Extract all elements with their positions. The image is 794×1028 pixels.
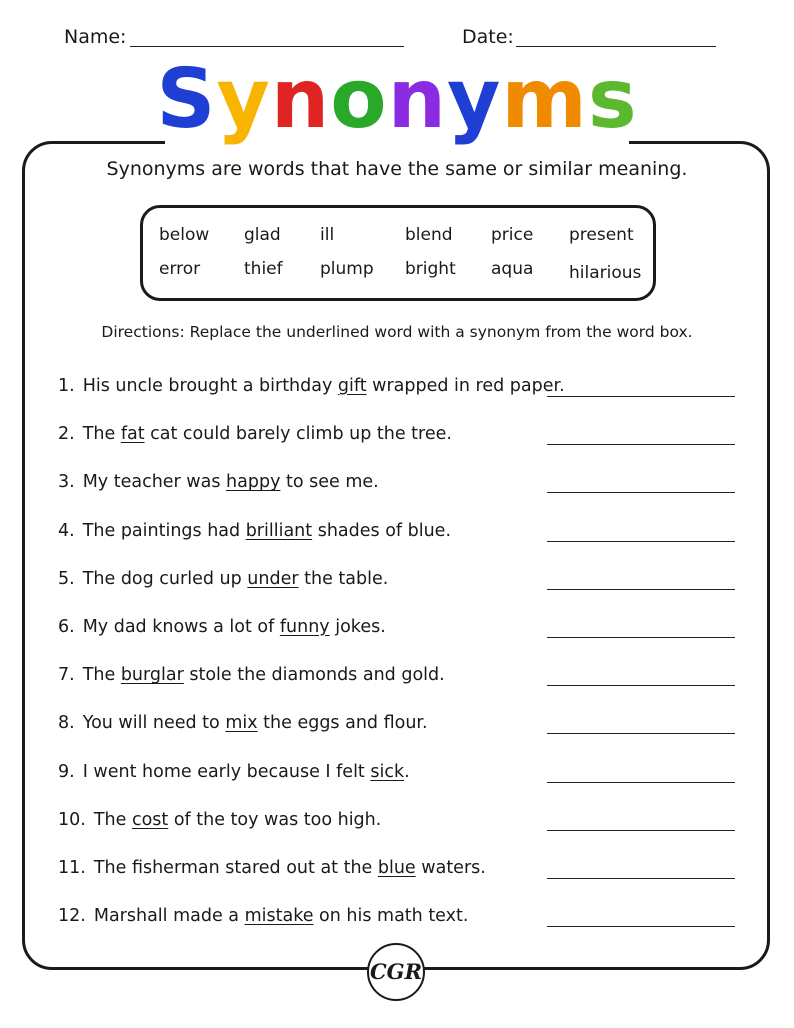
question-text: The [82,665,121,686]
title-letter: y [216,52,271,147]
answer-line[interactable] [547,396,735,397]
question-row [58,665,445,685]
word-box-item: below [159,225,210,245]
question-text: You will need to [82,713,226,734]
question-number: 7. [58,665,75,686]
question-number: 12. [58,906,86,927]
word-box-item: glad [244,225,281,245]
underlined-word: under [247,568,299,589]
answer-line[interactable] [547,492,735,493]
question-text: the eggs and flour. [257,713,428,734]
answer-line[interactable] [547,637,735,638]
question-number: 8. [58,713,75,734]
underlined-word: cost [131,809,169,830]
answer-line[interactable] [547,830,735,831]
word-box-item: present [569,225,634,245]
question-text: The [93,809,132,830]
question-text: My teacher was [82,472,227,493]
underlined-word: sick [370,761,405,782]
question-number: 2. [58,424,75,445]
question-text: jokes. [329,617,386,637]
question-number: 5. [58,568,75,589]
question-text: stole the diamonds and gold. [183,665,445,686]
title-letter: S [156,52,217,147]
question-row [58,376,565,396]
question-row [58,810,381,830]
question-text: on his math text. [313,906,469,927]
question-number: 9. [58,761,75,782]
question-text: waters. [415,858,486,878]
answer-line[interactable] [547,589,735,590]
question-row [58,906,468,926]
question-text: wrapped in red paper. [366,376,565,396]
underlined-word: gift [337,376,367,396]
underlined-word: mix [225,713,258,734]
underlined-word: funny [279,617,330,637]
question-row [58,617,386,637]
title-letter: n [387,52,447,147]
title-letter: m [501,52,588,147]
title-letter: n [270,52,331,147]
word-box [140,205,656,301]
logo [367,943,425,1001]
title-letter: o [330,52,388,147]
question-text: the table. [298,568,389,589]
question-number: 11. [58,858,86,878]
answer-line[interactable] [547,782,735,783]
answer-line[interactable] [547,541,735,542]
question-text: His uncle brought a birthday [82,376,338,396]
underlined-word: blue [377,858,416,878]
date-field[interactable] [516,46,716,47]
question-number: 1. [58,376,75,396]
question-row [58,424,452,444]
date-label: Date: [462,26,514,48]
question-text: The [82,424,121,445]
question-row [58,472,379,492]
underlined-word: burglar [120,665,184,686]
title-letter: y [446,52,502,147]
answer-line[interactable] [547,685,735,686]
answer-line[interactable] [547,444,735,445]
intro-text: Synonyms are words that have the same or similar meaning. [106,158,688,180]
question-text: of the toy was too high. [168,809,382,830]
question-text: Marshall made a [93,906,245,927]
question-text: to see me. [280,472,379,493]
question-number: 3. [58,472,75,493]
question-row [58,569,388,589]
word-box-item: error [159,259,201,279]
question-text: The fisherman stared out at the [93,858,378,878]
question-text: . [404,761,410,782]
directions-text: Directions: Replace the underlined word with a synonym from the word box. [101,323,693,341]
answer-line[interactable] [547,878,735,879]
word-box-item: blend [405,225,453,245]
logo-monogram: CGR [369,959,423,984]
question-number: 6. [58,617,75,637]
word-box-item: plump [320,259,374,279]
question-text: My dad knows a lot of [82,617,280,637]
question-row [58,858,486,878]
underlined-word: happy [226,472,281,493]
question-text: shades of blue. [312,520,452,541]
question-number: 10. [58,809,86,830]
page-title [0,52,794,148]
question-text: The dog curled up [82,568,248,589]
question-text: The paintings had [82,520,246,541]
word-box-item: thief [244,259,283,279]
name-label: Name: [64,26,127,48]
question-text: cat could barely climb up the tree. [144,424,452,445]
word-box-item: ill [320,225,335,245]
question-row [58,762,410,782]
answer-line[interactable] [547,733,735,734]
word-box-item: hilarious [569,263,642,283]
underlined-word: mistake [244,906,314,927]
question-number: 4. [58,520,75,541]
word-box-item: bright [405,259,456,279]
title-letter: s [587,52,638,147]
question-row [58,521,451,541]
underlined-word: fat [120,424,145,445]
name-field[interactable] [130,46,404,47]
answer-line[interactable] [547,926,735,927]
word-box-item: price [491,225,534,245]
word-box-item: aqua [491,259,534,279]
question-text: I went home early because I felt [82,761,371,782]
underlined-word: brilliant [245,520,313,541]
question-row [58,713,428,733]
